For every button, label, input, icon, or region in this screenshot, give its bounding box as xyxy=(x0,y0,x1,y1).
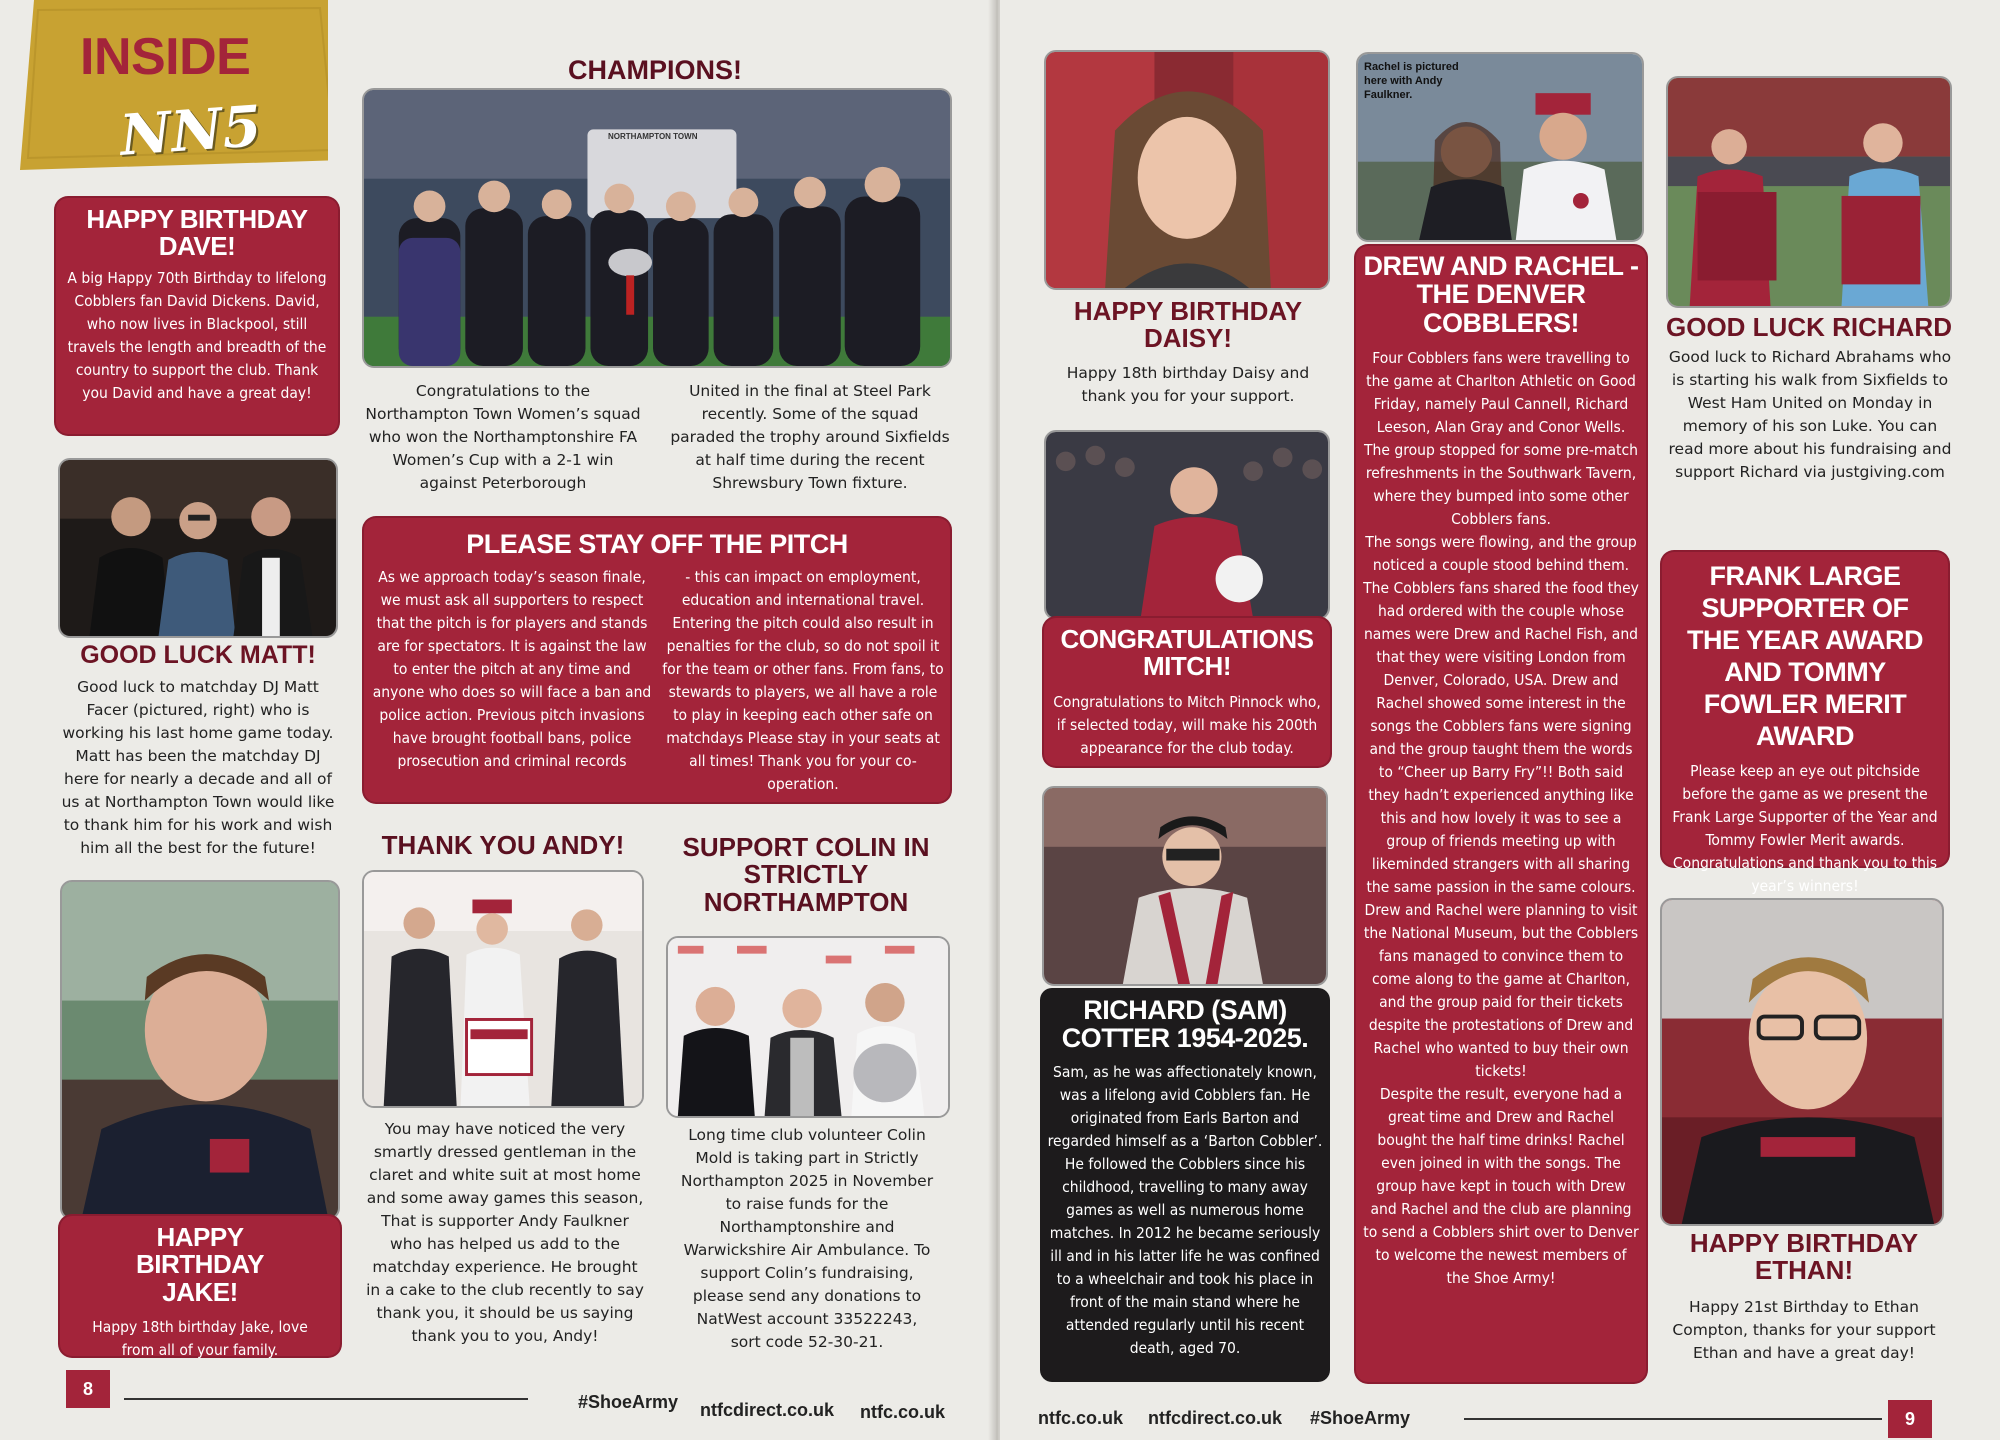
footer-rule-left xyxy=(124,1398,528,1400)
footer-shop-left[interactable]: ntfcdirect.co.uk xyxy=(700,1400,835,1420)
frank-large-body: Please keep an eye out pitchside before the game as we present the Frank Large Supporter of the Year and Tommy Fowler Merit awards. Congratulations and thank you to this year’s winners! xyxy=(1672,762,1938,895)
congrats-mitch-title: CONGRATULATIONS MITCH! xyxy=(1060,624,1314,682)
pitch-col-left: As we approach today’s season finale, we must ask all supporters to respect that the pitch is for players and stands are for spectators. It is against the law to enter the pitch at any time and anyone who does so will face a ban and police action. Previous pitch invasions have brought football bans, police prosecution and criminal records xyxy=(372,568,652,770)
pitch-title: PLEASE STAY OFF THE PITCH xyxy=(466,529,848,559)
good-luck-richard-title: GOOD LUCK RICHARD xyxy=(1666,312,1952,342)
banner-title-nn5: NN5 xyxy=(117,93,264,169)
drew-rachel-paragraph-2: The group stopped for some pre-match refreshments in the Southwark Tavern, where they bumped into some other Cobblers fans. xyxy=(1363,441,1639,529)
good-luck-richard-body: Good luck to Richard Abrahams who is starting his walk from Sixfields to West Ham United on Monday in memory of his son Luke. You can read more about his fundraising and support Richard via justgiving.com xyxy=(1668,348,1952,481)
birthday-jake-title: HAPPY BIRTHDAY JAKE! xyxy=(136,1222,264,1307)
drew-rachel-paragraph-3: The songs were flowing, and the group noticed a couple stood behind them. The Cobblers fans shared the food they had ordered with the couple whose names were Drew and Rachel Fish, and that they were visiting London from Denver, Colorado, USA. Drew and Rachel showed some interest in the songs the Cobblers fans were signing and the group taught them the words to “Cheer up Barry Fry”!! Both said they hadn’t experienced anything like this and how lovely it was to see a group of friends meeting up with likeminded strangers with all sharing the same passion in the same colours. xyxy=(1363,533,1639,897)
photo-champions-squad xyxy=(362,88,952,368)
support-colin-body: Long time club volunteer Colin Mold is taking part in Strictly Northampton 2025 in November to raise funds for the Northamptonshire and Warwickshire Air Ambulance. To support Colin’s fundraising, please send any donations to NatWest account 33522243, sort code 52-30-21. xyxy=(680,1126,934,1351)
right-page xyxy=(1000,0,2000,1440)
thank-andy-title: THANK YOU ANDY! xyxy=(381,830,625,860)
photo-andy-faulkner xyxy=(362,870,644,1108)
photo-colin-mold xyxy=(666,936,950,1118)
footer-hashtag-right[interactable]: #ShoeArmy xyxy=(1310,1408,1411,1428)
photo-richard-cotter xyxy=(1042,786,1328,986)
frank-large-title: FRANK LARGE SUPPORTER OF THE YEAR AWARD AND TOMMY FOWLER MERIT AWARD xyxy=(1686,561,1924,751)
photo-rachel-andy xyxy=(1356,52,1644,242)
drew-rachel-paragraph-4: Drew and Rachel were planning to visit the National Museum, but the Cobblers fans managed to convince them to come along to the game at Charlton, and the group paid for their tickets despite the protestations of Drew and Rachel who wanted to buy their own tickets! xyxy=(1363,901,1639,1081)
champions-photo-sign: NORTHAMPTON TOWN xyxy=(608,132,698,141)
footer-rule-right xyxy=(1464,1418,1882,1420)
pitch-col-right: - this can impact on employment, education and international travel. Entering the pitch could also result in penalties for the club, so do not spoil it for the team or other fans. From fans, to stewards to players, we all have a role to play in keeping each other safe on matchdays Please stay in your seats at all times! Thank you for your co-operation. xyxy=(662,568,944,793)
birthday-daisy-body: Happy 18th birthday Daisy and thank you for your support. xyxy=(1066,364,1310,405)
footer-shop-right[interactable]: ntfcdirect.co.uk xyxy=(1148,1408,1283,1428)
photo-mitch-pinnock xyxy=(1044,430,1330,620)
thank-andy-body: You may have noticed the very smartly dressed gentleman in the claret and white suit at most home and some away games this season, That is supporter Andy Faulkner who has helped us add to the matchday experience. He brought in a cake to the club recently to say thank you, it should be us saying thank you to you, Andy! xyxy=(366,1120,644,1345)
photo-daisy xyxy=(1044,50,1330,290)
birthday-ethan-title: HAPPY BIRTHDAY ETHAN! xyxy=(1689,1228,1919,1286)
drew-rachel-title: DREW AND RACHEL - THE DENVER COBBLERS! xyxy=(1363,251,1639,338)
footer-site-right[interactable]: ntfc.co.uk xyxy=(1038,1408,1124,1428)
card-birthday-jake xyxy=(60,1216,340,1359)
champions-caption-right: United in the final at Steel Park recently. Some of the squad paraded the trophy around Sixfields at half time during the recent Shrewsbury Town fixture. xyxy=(670,382,950,492)
left-page xyxy=(0,0,993,1440)
card-drew-rachel xyxy=(1356,246,1646,1382)
card-stay-off-pitch xyxy=(364,518,950,802)
birthday-dave-title: HAPPY BIRTHDAY DAVE! xyxy=(86,204,308,262)
birthday-dave-body: A big Happy 70th Birthday to lifelong Cobblers fan David Dickens. David, who now lives in Blackpool, still travels the length and breadth of the country to support the club. Thank you David and have a great day! xyxy=(67,268,327,402)
drew-rachel-body xyxy=(1362,347,1640,1290)
photo-richard-abrahams xyxy=(1666,76,1952,308)
champions-caption-left: Congratulations to the Northampton Town Women’s squad who won the Northamptonshire FA Women’s Cup with a 2-1 win against Peterborough xyxy=(365,382,641,492)
photo-ethan xyxy=(1660,898,1944,1226)
richard-cotter-body: Sam, as he was affectionately known, was a lifelong avid Cobblers fan. He originated from Earls Barton and regarded himself as a ‘Barton Cobbler’. He followed the Cobblers since his childhood, travelling to many away games as well as numerous home matches. In 2012 he became seriously ill and in his latter life he was confined to a wheelchair and took his place in front of the main stand where he attended regularly until his recent death, aged 70. xyxy=(1047,1062,1323,1357)
page-number-8: 8 xyxy=(66,1370,110,1408)
congrats-mitch-body: Congratulations to Mitch Pinnock who, if selected today, will make his 200th appearance for the club today. xyxy=(1053,692,1321,757)
champions-title: CHAMPIONS! xyxy=(568,55,742,85)
card-congrats-mitch xyxy=(1044,618,1330,766)
footer-site-left[interactable]: ntfc.co.uk xyxy=(860,1402,946,1422)
drew-rachel-paragraph-5: Despite the result, everyone had a great time and Drew and Rachel bought the half time drinks! Rachel even joined in with the songs. The group have kept in touch with Drew and Rachel and the club are planning to send a Cobblers shirt over to Denver to welcome the newest members of the Shoe Army! xyxy=(1363,1085,1639,1288)
footer-hashtag-left[interactable]: #ShoeArmy xyxy=(578,1392,679,1412)
good-luck-matt-body: Good luck to matchday DJ Matt Facer (pictured, right) who is working his last home game today. Matt has been the matchday DJ here for nearly a decade and all of us at Northampton Town would like to thank him for his work and wish him all the best for the future! xyxy=(61,678,335,857)
photo-matt-facer xyxy=(58,458,338,638)
card-frank-large xyxy=(1662,552,1948,895)
support-colin-title: SUPPORT COLIN IN STRICTLY NORTHAMPTON xyxy=(682,832,930,917)
page-number-9: 9 xyxy=(1888,1400,1932,1438)
banner-title-inside: INSIDE xyxy=(80,28,251,86)
drew-rachel-paragraph-1: Four Cobblers fans were travelling to the game at Charlton Athletic on Good Friday, namely Paul Cannell, Richard Leeson, Alan Gray and Conor Wells. xyxy=(1366,349,1636,437)
birthday-ethan-body: Happy 21st Birthday to Ethan Compton, thanks for your support Ethan and have a great day! xyxy=(1672,1298,1936,1362)
birthday-daisy-title: HAPPY BIRTHDAY DAISY! xyxy=(1073,296,1303,354)
photo-jake xyxy=(60,880,340,1220)
richard-cotter-title: RICHARD (SAM) COTTER 1954-2025. xyxy=(1061,995,1309,1054)
rachel-photo-caption: Rachel is pictured here with Andy Faulkner. xyxy=(1364,61,1459,101)
birthday-jake-body: Happy 18th birthday Jake, love from all of your family. xyxy=(92,1317,308,1359)
card-birthday-dave xyxy=(56,198,338,434)
good-luck-matt-title: GOOD LUCK MATT! xyxy=(80,641,316,669)
inside-banner xyxy=(20,0,328,170)
card-richard-cotter xyxy=(1040,988,1330,1382)
